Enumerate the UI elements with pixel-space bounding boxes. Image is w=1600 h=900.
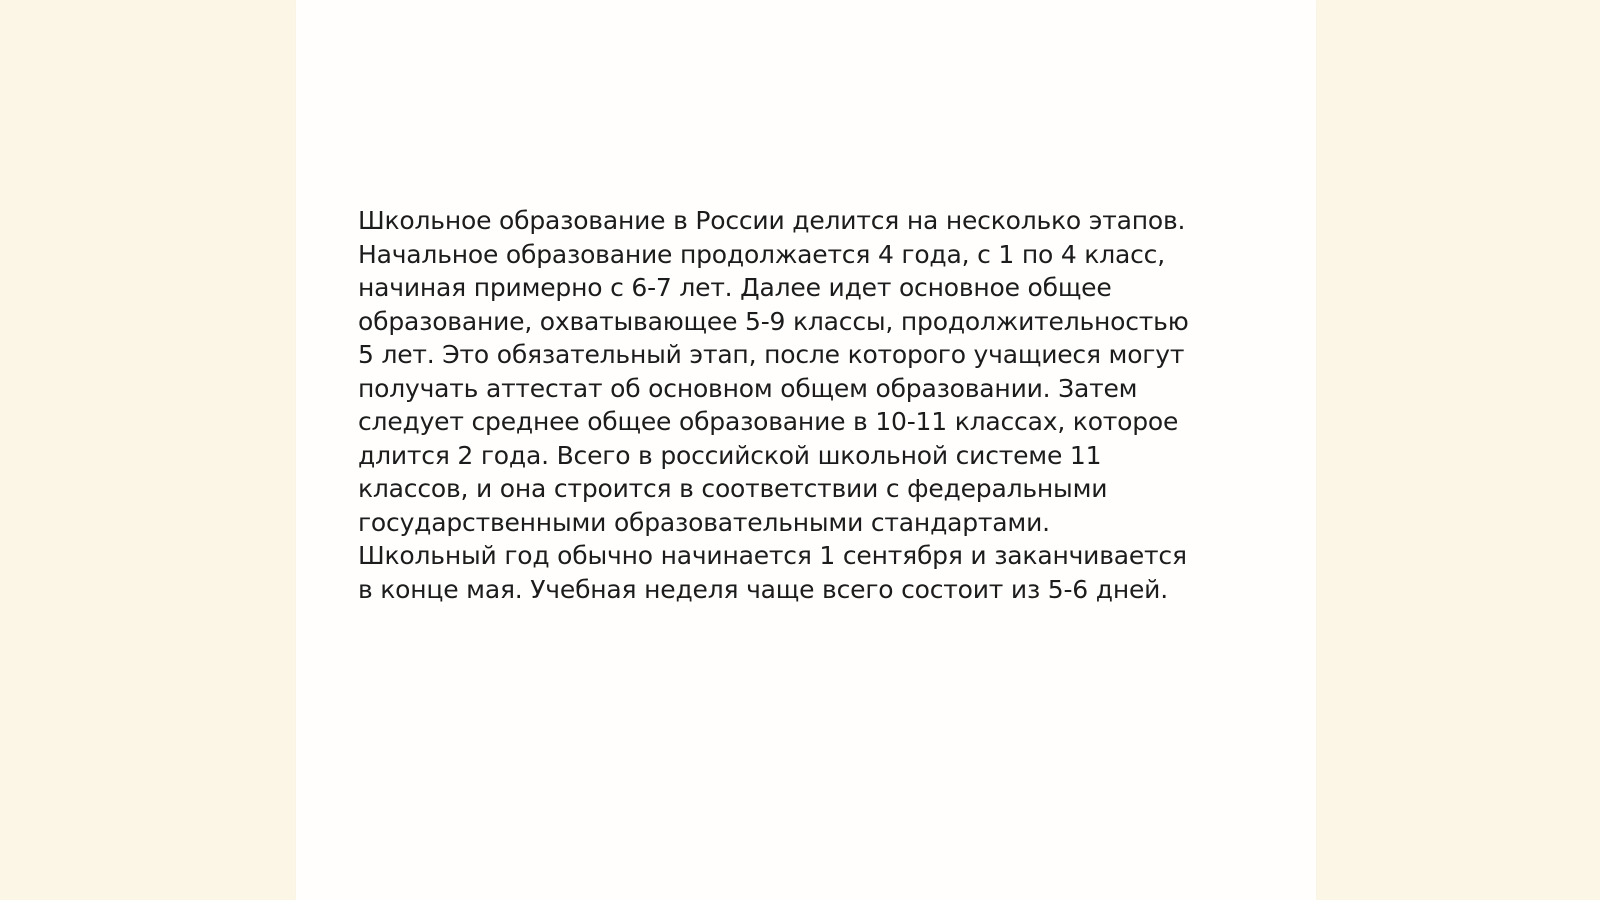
slide-canvas [296,0,1316,900]
left-margin-background [0,0,296,900]
slide-body-text: Школьное образование в России делится на несколько этапов. Начальное образование продолжается 4 года, с 1 по 4 класс, начиная примерно с 6-7 лет. Далее идет основное общее образование, охватывающее 5-9 классы, продолжительностью 5 лет. Это обязательный этап, после которого учащиеся могут получать аттестат об основном общем образовании. Затем следует среднее общее образование в 10-11 классах, которое длится 2 года. Всего в российской школьной системе 11 классов, и она строится в соответствии с федеральными государственными образовательными стандартами. Школьный год обычно начинается 1 сентября и заканчивается в конце мая. Учебная неделя чаще всего состоит из 5-6 дней. [358,206,1189,604]
right-margin-background [1316,0,1600,900]
